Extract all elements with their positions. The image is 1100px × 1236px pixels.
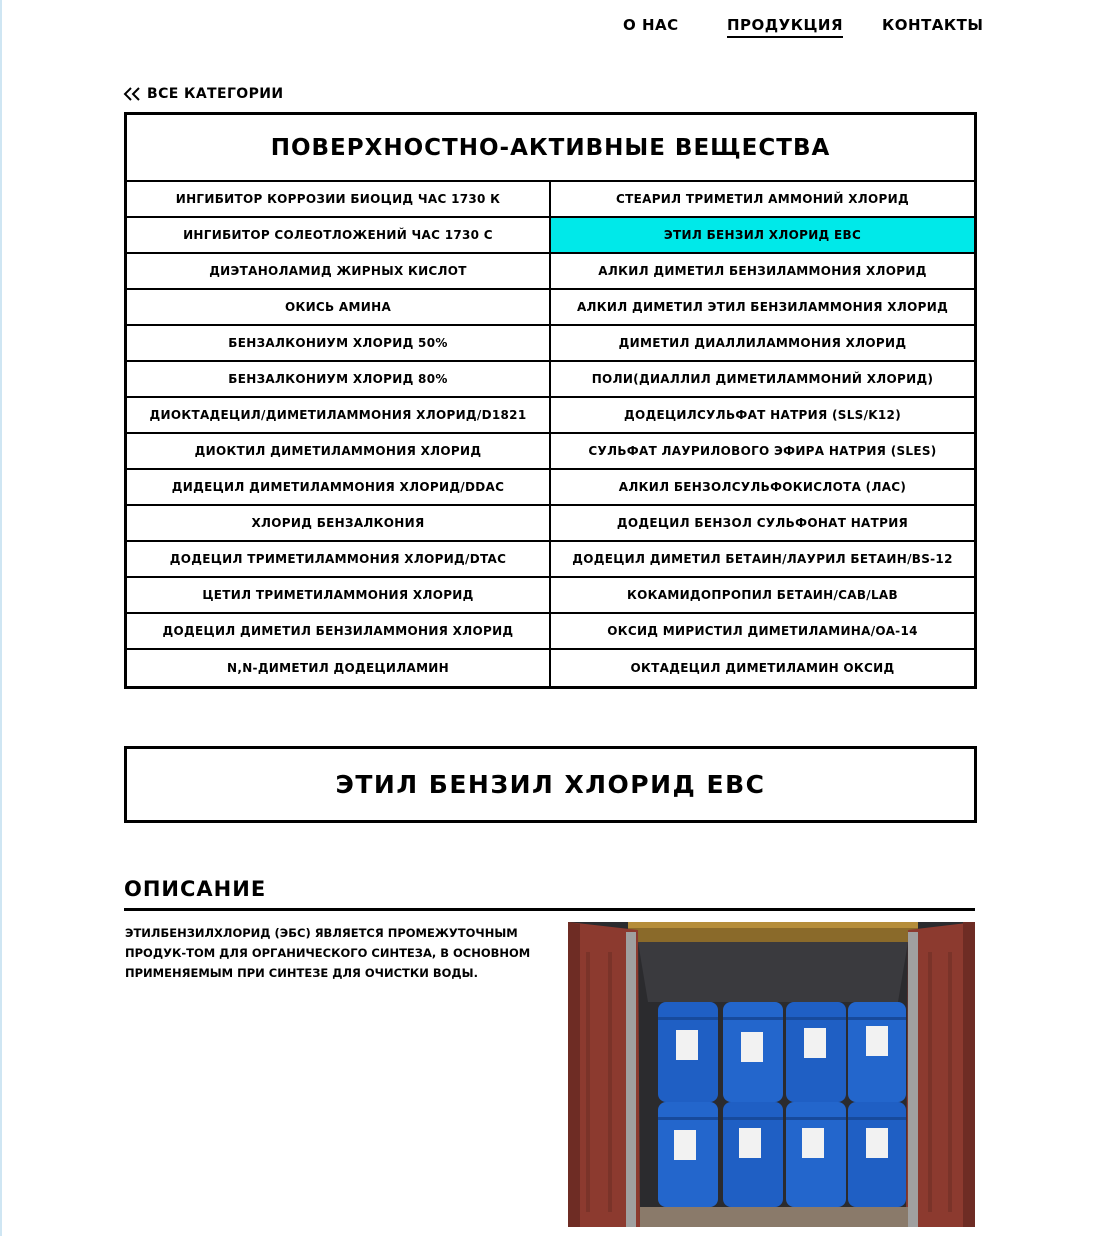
category-item[interactable]: ХЛОРИД БЕНЗАЛКОНИЯ xyxy=(127,506,551,542)
category-item[interactable]: СУЛЬФАТ ЛАУРИЛОВОГО ЭФИРА НАТРИЯ (SLES) xyxy=(551,434,974,470)
nav-about-link[interactable]: О НАС xyxy=(623,16,679,34)
category-item[interactable]: АЛКИЛ ДИМЕТИЛ БЕНЗИЛАММОНИЯ ХЛОРИД xyxy=(551,254,974,290)
category-item[interactable]: ОКИСЬ АМИНА xyxy=(127,290,551,326)
description-heading: ОПИСАНИЕ xyxy=(124,877,267,901)
page-edge-line xyxy=(0,0,2,1236)
category-item[interactable]: АЛКИЛ БЕНЗОЛСУЛЬФОКИСЛОТА (ЛАС) xyxy=(551,470,974,506)
category-item[interactable]: КОКАМИДОПРОПИЛ БЕТАИН/CAB/LAB xyxy=(551,578,974,614)
category-item[interactable]: ДИМЕТИЛ ДИАЛЛИЛАММОНИЯ ХЛОРИД xyxy=(551,326,974,362)
category-item[interactable]: АЛКИЛ ДИМЕТИЛ ЭТИЛ БЕНЗИЛАММОНИЯ ХЛОРИД xyxy=(551,290,974,326)
nav-contacts-link[interactable]: КОНТАКТЫ xyxy=(882,16,984,34)
product-title-box xyxy=(124,746,977,823)
category-item[interactable]: ОКТАДЕЦИЛ ДИМЕТИЛАМИН ОКСИД xyxy=(630,661,895,675)
category-item[interactable]: ДОДЕЦИЛ ДИМЕТИЛ БЕНЗИЛАММОНИЯ ХЛОРИД xyxy=(127,614,551,650)
back-link-label: ВСЕ КАТЕГОРИИ xyxy=(147,86,284,102)
category-item[interactable]: БЕНЗАЛКОНИУМ ХЛОРИД 80% xyxy=(127,362,551,398)
category-item[interactable]: ДОДЕЦИЛ БЕНЗОЛ СУЛЬФОНАТ НАТРИЯ xyxy=(551,506,974,542)
category-item[interactable]: ОКСИД МИРИСТИЛ ДИМЕТИЛАМИНА/OA-14 xyxy=(551,614,974,650)
category-title: ПОВЕРХНОСТНО-АКТИВНЫЕ ВЕЩЕСТВА xyxy=(127,115,974,182)
back-to-categories-link[interactable] xyxy=(123,84,284,104)
container-drums-image xyxy=(568,922,975,1227)
category-item[interactable]: ДОДЕЦИЛ ДИМЕТИЛ БЕТАИН/ЛАУРИЛ БЕТАИН/BS-12 xyxy=(551,542,974,578)
product-photo xyxy=(568,922,975,1227)
category-item[interactable]: СТЕАРИЛ ТРИМЕТИЛ АММОНИЙ ХЛОРИД xyxy=(551,182,974,218)
category-item[interactable]: ДИОКТАДЕЦИЛ/ДИМЕТИЛАММОНИЯ ХЛОРИД/D1821 xyxy=(127,398,551,434)
description-text: ЭТИЛБЕНЗИЛХЛОРИД (ЭБС) ЯВЛЯЕТСЯ ПРОМЕЖУТОЧНЫМ ПРОДУК-ТОМ ДЛЯ ОРГАНИЧЕСКОГО СИНТЕЗА, В ОСНОВНОМ ПРИМЕНЯЕМЫМ ПРИ СИНТЕЗЕ ДЛЯ ОЧИСТКИ ВОДЫ. xyxy=(125,926,531,980)
category-grid xyxy=(127,182,974,686)
category-item[interactable]: БЕНЗАЛКОНИУМ ХЛОРИД 50% xyxy=(127,326,551,362)
category-item[interactable]: ИНГИБИТОР СОЛЕОТЛОЖЕНИЙ ЧАС 1730 С xyxy=(127,218,551,254)
double-chevron-left-icon xyxy=(123,86,141,102)
category-item[interactable]: ДИЭТАНОЛАМИД ЖИРНЫХ КИСЛОТ xyxy=(127,254,551,290)
category-item-active[interactable]: ЭТИЛ БЕНЗИЛ ХЛОРИД EBC xyxy=(551,218,974,254)
top-nav xyxy=(0,14,1100,44)
category-table xyxy=(124,112,977,689)
category-item[interactable]: ДОДЕЦИЛСУЛЬФАТ НАТРИЯ (SLS/K12) xyxy=(551,398,974,434)
category-item[interactable]: ИНГИБИТОР КОРРОЗИИ БИОЦИД ЧАС 1730 К xyxy=(127,182,551,218)
nav-products-link[interactable]: ПРОДУКЦИЯ xyxy=(727,16,843,38)
category-item[interactable]: ДОДЕЦИЛ ТРИМЕТИЛАММОНИЯ ХЛОРИД/DTAC xyxy=(127,542,551,578)
product-title: ЭТИЛ БЕНЗИЛ ХЛОРИД EBC xyxy=(335,770,766,799)
category-item[interactable]: ЦЕТИЛ ТРИМЕТИЛАММОНИЯ ХЛОРИД xyxy=(127,578,551,614)
category-item[interactable]: ДИДЕЦИЛ ДИМЕТИЛАММОНИЯ ХЛОРИД/DDAC xyxy=(127,470,551,506)
description-divider xyxy=(124,908,975,911)
category-item[interactable]: ПОЛИ(ДИАЛЛИЛ ДИМЕТИЛАММОНИЙ ХЛОРИД) xyxy=(551,362,974,398)
category-item[interactable]: ДИОКТИЛ ДИМЕТИЛАММОНИЯ ХЛОРИД xyxy=(127,434,551,470)
category-item[interactable]: N,N-ДИМЕТИЛ ДОДЕЦИЛАМИН xyxy=(127,650,551,686)
